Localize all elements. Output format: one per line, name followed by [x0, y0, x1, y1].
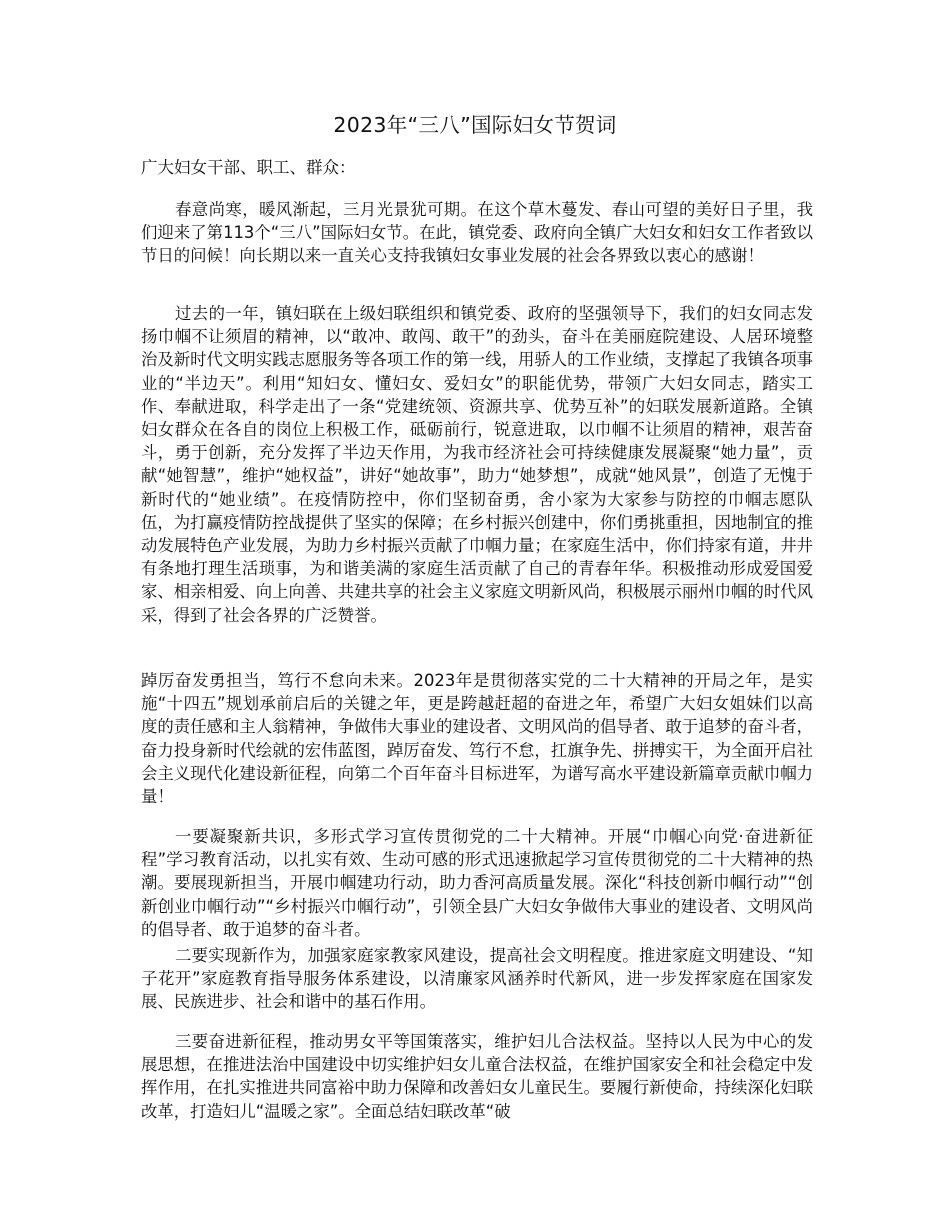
paragraph-greeting: 春意尚寒，暖风渐起，三月光景犹可期。在这个草木蔓发、春山可望的美好日子里，我们迎来了第113个“三八”国际妇女节。在此，镇党委、政府向全镇广大妇女和妇女工作者致以节日的问候！向长期以来一直关心支持我镇妇女事业发展的社会各界致以衷心的感谢！ — [141, 200, 813, 266]
document-title: 2023年“三八”国际妇女节贺词 — [333, 113, 617, 137]
paragraph-task-two: 二要实现新作为，加强家庭家教家风建设，提高社会文明程度。推进家庭文明建设、“知子花开”家庭教育指导服务体系建设，以清廉家风涵养时代新风，进一步发挥家庭在国家发展、民族进步、社会和谐中的基石作用。 — [141, 946, 813, 1012]
paragraph-task-one: 一要凝聚新共识，多形式学习宣传贯彻党的二十大精神。开展“巾帼心向党·奋进新征程”学习教育活动，以扎实有效、生动可感的形式迅速掀起学习宣传贯彻党的二十大精神的热潮。要展现新担当，开展巾帼建功行动，助力香河高质量发展。深化“科技创新巾帼行动”“创新创业巾帼行动”“乡村振兴巾帼行动”，引领全县广大妇女争做伟大事业的建设者、文明风尚的倡导者、敢于追梦的奋斗者。 — [141, 827, 813, 939]
salutation: 广大妇女干部、职工、群众： — [141, 158, 356, 177]
paragraph-review: 过去的一年，镇妇联在上级妇联组织和镇党委、政府的坚强领导下，我们的妇女同志发扬巾帼不让须眉的精神，以“敢冲、敢闯、敢干”的劲头，奋斗在美丽庭院建设、人居环境整治及新时代文明实践志愿服务等各项工作的第一线，用骄人的工作业绩，支撑起了我镇各项事业的“半边天”。利用“知妇女、懂妇女、爱妇女”的职能优势，带领广大妇女同志，踏实工作、奉献进取，科学走出了一条“党建统领、资源共享、优势互补”的妇联发展新道路。全镇妇女群众在各自的岗位上积极工作，砥砺前行，锐意进取，以巾帼不让须眉的精神，艰苦奋斗，勇于创新，充分发挥了半边天作用，为我市经济社会可持续健康发展凝聚“她力量”，贡献“她智慧”，维护“她权益”，讲好“她故事”，助力“她梦想”，成就“她风景”，创造了无愧于新时代的“她业绩”。在疫情防控中，你们坚韧奋勇，舍小家为大家参与防控的巾帼志愿队伍，为打赢疫情防控战提供了坚实的保障；在乡村振兴创建中，你们勇挑重担，因地制宜的推动发展特色产业发展，为助力乡村振兴贡献了巾帼力量；在家庭生活中，你们持家有道，井井有条地打理生活琐事，为和谐美满的家庭生活贡献了自己的青春年华。积极推动形成爱国爱家、相亲相爱、向上向善、共建共享的社会主义家庭文明新风尚，积极展示丽州巾帼的时代风采，得到了社会各界的广泛赞誉。 — [141, 304, 814, 625]
paragraph-outlook: 踔厉奋发勇担当，笃行不怠向未来。2023年是贯彻落实党的二十大精神的开局之年，是实施“十四五”规划承前启后的关键之年，更是跨越赶超的奋进之年，希望广大妇女姐妹们以高度的责任感和主人翁精神，争做伟大事业的建设者、文明风尚的倡导者、敢于追梦的奋斗者，奋力投身新时代绘就的宏伟蓝图，踔厉奋发、笃行不怠，扛旗争先、拼搏实干，为全面开启社会主义现代化建设新征程，向第二个百年奋斗目标进军，为谱写高水平建设新篇章贡献巾帼力量！ — [141, 671, 814, 807]
paragraph-task-three: 三要奋进新征程，推动男女平等国策落实，维护妇儿合法权益。坚持以人民为中心的发展思想，在推进法治中国建设中切实维护妇女儿童合法权益，在维护国家安全和社会稳定中发挥作用，在扎实推进共同富裕中助力保障和改善妇女儿童民生。要履行新使命，持续深化妇联改革，打造妇儿“温暖之家”。全面总结妇联改革“破 — [141, 1032, 814, 1121]
